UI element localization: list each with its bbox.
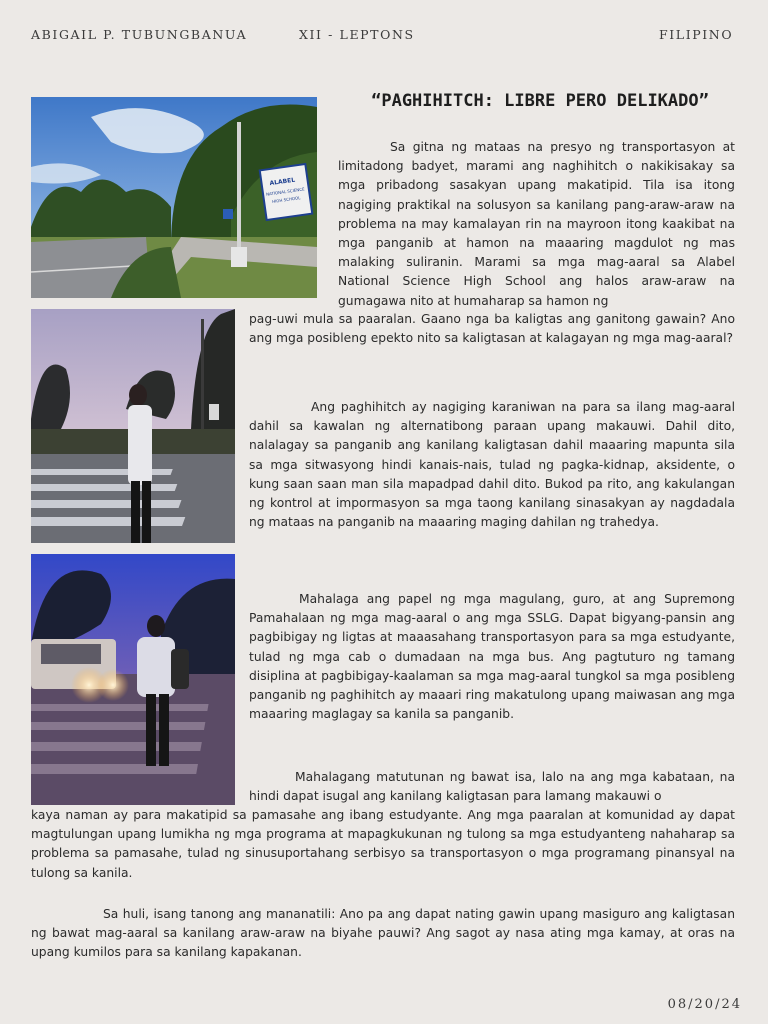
- paragraph-5: Sa huli, isang tanong ang mananatili: Ano pa ang dapat nating gawin upang masiguro ang kaligtasan ng bawat mag-aaral sa kanilang araw-araw na biyahe pauwi? Ang sagot ay nasa ating mga kamay, at oras na upang kumilos para sa kanilang kapakanan.: [31, 907, 735, 960]
- paragraph-2: Ang paghihitch ay nagiging karaniwan na para sa ilang mag-aaral dahil sa kawalan ng alternatibong paraan upang makauwi. Dahil dito, nalalagay sa panganib ang kanilang kaligtasan dahil maaaring mapunta sila sa mga sitwasyong hindi kanais-nais, tulad ng pagka-kidnap, aksidente, o kung saan saan man sila mapadpad dahil dito. Bukod pa rito, ang kakulangan ng kontrol at impormasyon sa mga taong kanilang sinasakyan ay nagdadala ng mataas na panganib na maaaring maging dahilan ng trahedya.: [249, 400, 735, 530]
- photo-school-road: [31, 97, 317, 298]
- photo-student-night: [31, 554, 235, 805]
- paragraph-3: Mahalaga ang papel ng mga magulang, guro, at ang Supremong Pamahalaan ng mga mag-aaral o ang mga SSLG. Dapat bigyang-pansin ang pagbibigay ng ligtas at maaasahang transportasyon para sa mga estudyante, tulad ng mga cab o dumadaan na mga bus. Ang pagtuturo ng tamang disiplina at pagbibigay-kaalaman sa mga mag-aaral tungkol sa mga posibleng panganib ng paghihitch ay maaari ring makatulong upang maiwasan ang mga maaaring maglagay sa kanila sa panganib.: [249, 592, 735, 722]
- paragraph-4a: Mahalagang matutunan ng bawat isa, lalo na ang mga kabataan, na hindi dapat isugal ang kanilang kaligtasan para lamang makauwi o: [249, 770, 735, 804]
- subject-name: FILIPINO: [659, 27, 734, 42]
- paragraph-1b: pag-uwi mula sa paaralan. Gaano nga ba kaligtas ang ganitong gawain? Ano ang mga posibleng epekto nito sa kaligtasan at kalagayan ng mga mag-aaral?: [249, 312, 735, 346]
- sign-text-2: NATIONAL SCIENCE: [265, 186, 305, 197]
- section-name: XII - LEPTONS: [299, 27, 415, 42]
- sign-text-3: HIGH SCHOOL: [271, 195, 301, 204]
- publish-date: 08/20/24: [667, 997, 742, 1012]
- paragraph-4b: kaya naman ay para makatipid sa pamasahe ang ibang estudyante. Ang mga paaralan at komunidad ay dapat magtulungan upang lumikha ng mga programa at mapagkukunan ng tulong sa mga estudyanteng nahaharap sa problema sa pamasahe, tulad ng sinusuportahang serbisyo sa transportasyon o mga programang pinansyal na tulong sa kanila.: [31, 808, 735, 880]
- photo-student-crosswalk: [31, 309, 235, 543]
- paragraph-1a: Sa gitna ng mataas na presyo ng transportasyon at limitadong badyet, marami ang naghihitch o nakikisakay sa mga pribadong sasakyan upang makatipid. Tila isa itong nagiging praktikal na solusyon sa kanilang pang-araw-araw na problema na may kamalayan rin na mayroon itong kaakibat na mga panganib at hamon na maaaring magdulot ng mas malaking suliranin. Marami sa mga mag-aaral sa Alabel National Science High School ang halos araw-araw na gumagawa nito at humaharap sa hamon ng: [338, 140, 735, 308]
- sign-text-1: ALABEL: [269, 176, 296, 188]
- article-title: “PAGHIHITCH: LIBRE PERO DELIKADO”: [371, 91, 709, 111]
- school-sign: [260, 164, 313, 220]
- author-name: ABIGAIL P. TUBUNGBANUA: [31, 27, 248, 42]
